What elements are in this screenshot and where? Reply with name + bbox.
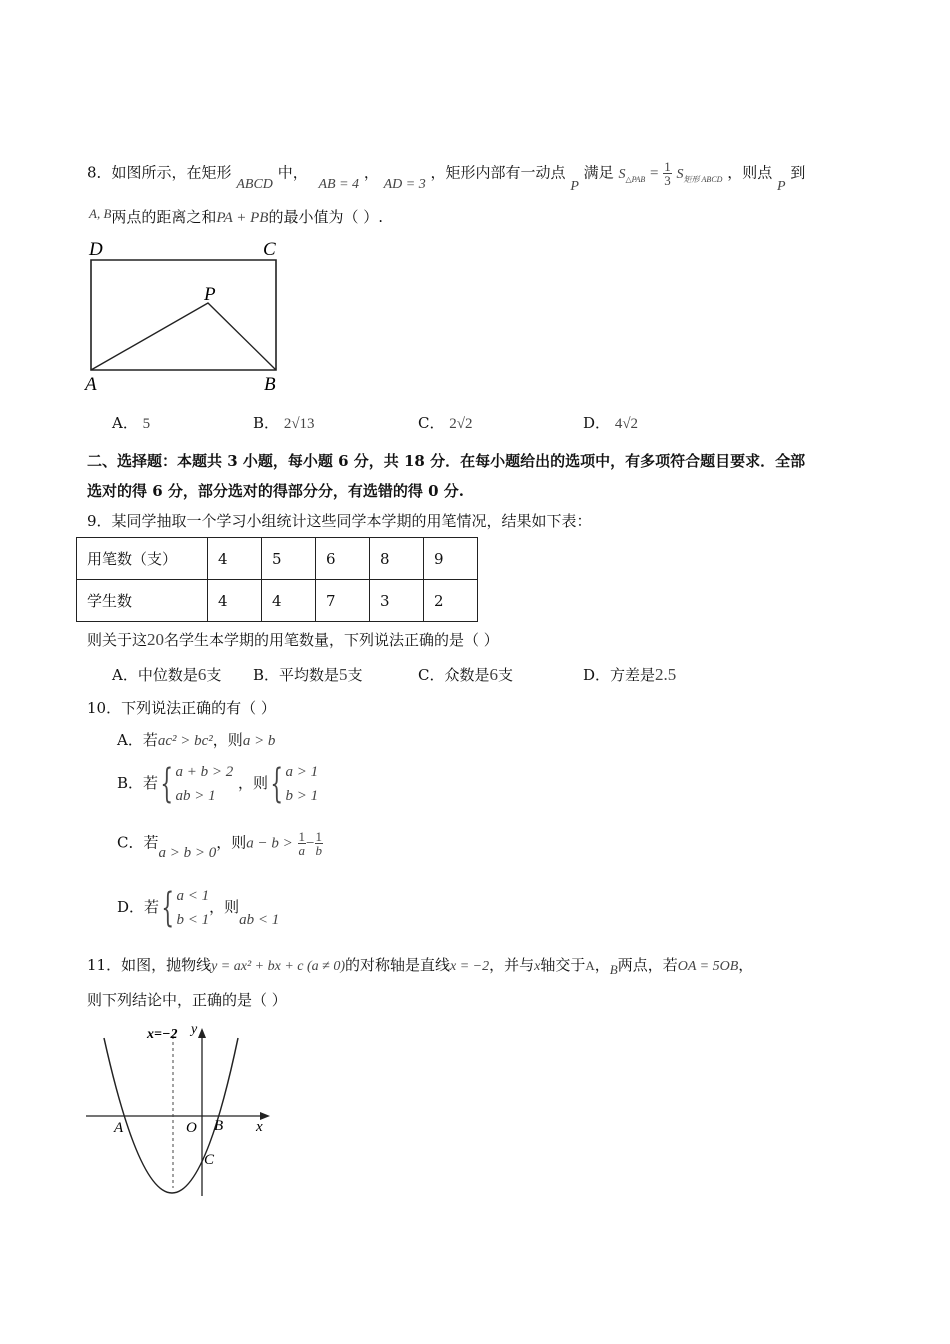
section2-heading-line2: 选对的得 6 分，部分选对的得部分分，有选错的得 0 分.	[87, 482, 464, 500]
q9-question: 则关于这20名学生本学期的用笔数量，下列说法正确的是（ ）	[87, 630, 499, 649]
q9-stem: 9．某同学抽取一个学习小组统计这些同学本学期的用笔情况，结果如下表：	[87, 512, 592, 530]
q8-option-d[interactable]: D． 4√2	[583, 414, 639, 432]
fig11-label-b: B	[214, 1118, 224, 1134]
fig8-label-a: A	[85, 374, 97, 395]
fig8-label-d: D	[89, 239, 103, 260]
table-cell: 4	[208, 538, 262, 580]
table-row	[77, 580, 478, 622]
fig8-label-p: P	[204, 284, 216, 305]
table-cell: 3	[370, 580, 424, 622]
q9-option-b[interactable]: B．平均数是5支	[253, 665, 363, 684]
table-cell: 4	[208, 580, 262, 622]
q8-stem-line2: A, B两点的距离之和PA + PB的最小值为（ ）.	[89, 206, 384, 226]
table-cell: 2	[424, 580, 478, 622]
q10-option-d[interactable]: D．若{ a < 1 b < 1 ，则ab < 1	[117, 885, 280, 931]
table-cell: 学生数	[77, 580, 208, 622]
fig8-label-b: B	[264, 374, 276, 395]
q8-option-c[interactable]: C． 2√2	[418, 414, 473, 432]
q10-option-c[interactable]: C．若a > b > 0，则a − b > $\frac{1}{a}$ − $\frac{1}{b}$	[117, 829, 323, 861]
q9-pen-table	[76, 537, 478, 622]
table-row	[77, 538, 478, 580]
table-cell: 9	[424, 538, 478, 580]
q11-stem-line1: 11．如图，抛物线y = ax² + bx + c (a ≠ 0)的对称轴是直线x = −2，并与x轴交于A，B两点，若OA = 5OB，	[87, 956, 754, 977]
table-cell: 7	[316, 580, 370, 622]
q11-parabola-figure	[80, 1018, 280, 1203]
q8-stem-line1: 8．如图所示，在矩形 ABCD 中， AB = 4 ， AD = 3 ，矩形内部有一动点 P 满足 $S_{\triangle PAB}$ = $\frac{1}{3}$ $S_{矩形 ABCD}$ ，则点 P 到	[87, 159, 806, 194]
q9-option-d[interactable]: D．方差是2.5	[583, 665, 677, 684]
fig11-label-a: A	[114, 1120, 124, 1136]
q11-stem-line2: 则下列结论中，正确的是（ ）	[87, 991, 287, 1009]
q10-stem: 10．下列说法正确的有（ ）	[87, 699, 276, 717]
fig11-axis-label: x=−2	[147, 1027, 178, 1042]
q9-option-a[interactable]: A．中位数是6支	[112, 665, 222, 684]
q10-option-b[interactable]: B．若{ a + b > 2 ab > 1 ，则{ a > 1 b > 1	[117, 761, 319, 807]
section2-heading-line1: 二、选择题：本题共 3 小题，每小题 6 分，共 18 分．在每小题给出的选项中，有多项符合题目要求．全部	[87, 452, 806, 470]
q10-option-a[interactable]: A．若ac² > bc²，则a > b	[117, 731, 276, 749]
fig11-label-c: C	[204, 1152, 215, 1168]
q9-option-c[interactable]: C．众数是6支	[418, 665, 514, 684]
q8-option-b[interactable]: B． 2√13	[253, 414, 315, 432]
fig11-label-y: y	[191, 1022, 198, 1037]
table-cell: 用笔数（支）	[77, 538, 208, 580]
table-cell: 5	[262, 538, 316, 580]
fig11-label-x: x	[256, 1119, 263, 1135]
table-cell: 8	[370, 538, 424, 580]
table-cell: 4	[262, 580, 316, 622]
table-cell: 6	[316, 538, 370, 580]
fig8-label-c: C	[263, 239, 276, 260]
q8-rectangle-figure	[80, 235, 300, 395]
fig11-label-o: O	[186, 1120, 197, 1136]
q8-option-a[interactable]: A． 5	[112, 414, 151, 432]
q8-fraction: $\frac{1}{3}$	[664, 159, 671, 188]
